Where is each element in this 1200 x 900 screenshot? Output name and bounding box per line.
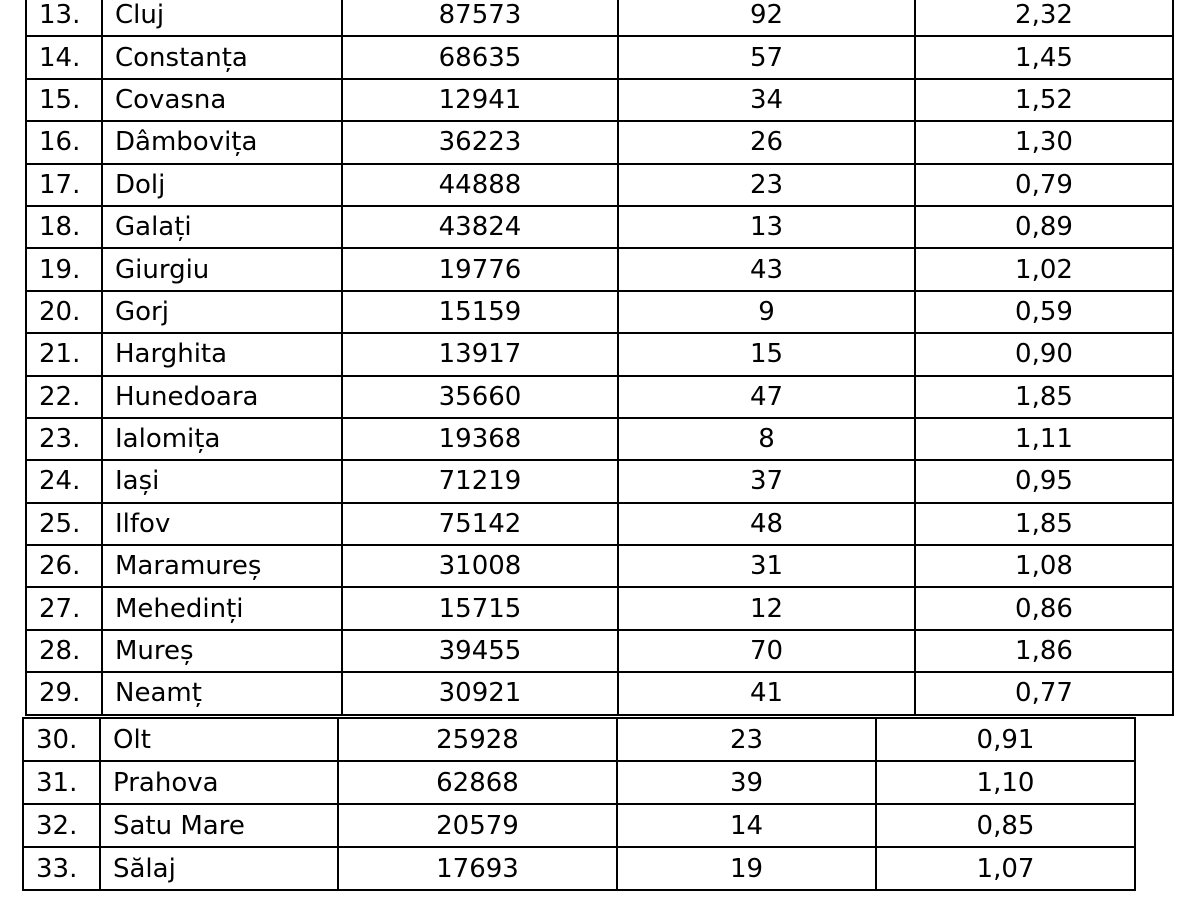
value-col4: 26 xyxy=(618,121,915,163)
county-name: Prahova xyxy=(100,761,338,804)
row-number: 20. xyxy=(26,291,102,333)
value-col3: 71219 xyxy=(342,460,618,502)
value-col5: 1,52 xyxy=(915,79,1173,121)
value-col3: 25928 xyxy=(338,718,617,761)
value-col4: 12 xyxy=(618,587,915,629)
row-number: 31. xyxy=(23,761,100,804)
county-name: Dolj xyxy=(102,164,342,206)
value-col3: 19368 xyxy=(342,418,618,460)
value-col5: 1,08 xyxy=(915,545,1173,587)
table-row xyxy=(23,718,1135,761)
table-row xyxy=(26,587,1173,629)
value-col4: 19 xyxy=(617,847,876,890)
table-row xyxy=(26,503,1173,545)
county-name: Covasna xyxy=(102,79,342,121)
value-col3: 68635 xyxy=(342,36,618,78)
table-row xyxy=(26,121,1173,163)
value-col3: 17693 xyxy=(338,847,617,890)
county-name: Constanța xyxy=(102,36,342,78)
row-number: 22. xyxy=(26,376,102,418)
table-row xyxy=(26,248,1173,290)
row-number: 29. xyxy=(26,672,102,714)
table-row xyxy=(26,460,1173,502)
row-number: 32. xyxy=(23,804,100,847)
county-name: Dâmbovița xyxy=(102,121,342,163)
table-row xyxy=(26,672,1173,714)
value-col5: 0,79 xyxy=(915,164,1173,206)
value-col3: 13917 xyxy=(342,333,618,375)
value-col5: 1,30 xyxy=(915,121,1173,163)
value-col3: 31008 xyxy=(342,545,618,587)
value-col5: 1,85 xyxy=(915,503,1173,545)
value-col3: 39455 xyxy=(342,630,618,672)
value-col4: 9 xyxy=(618,291,915,333)
county-name: Sălaj xyxy=(100,847,338,890)
row-number: 15. xyxy=(26,79,102,121)
value-col5: 1,86 xyxy=(915,630,1173,672)
row-number: 28. xyxy=(26,630,102,672)
table-row xyxy=(26,164,1173,206)
value-col4: 41 xyxy=(618,672,915,714)
value-col4: 37 xyxy=(618,460,915,502)
table-body-upper xyxy=(26,0,1173,715)
value-col3: 19776 xyxy=(342,248,618,290)
row-number: 18. xyxy=(26,206,102,248)
table-row xyxy=(23,847,1135,890)
table-row xyxy=(26,333,1173,375)
value-col4: 31 xyxy=(618,545,915,587)
row-number: 16. xyxy=(26,121,102,163)
value-col5: 1,10 xyxy=(876,761,1135,804)
row-number: 14. xyxy=(26,36,102,78)
row-number: 13. xyxy=(26,0,102,36)
value-col5: 1,85 xyxy=(915,376,1173,418)
table-row xyxy=(26,0,1173,36)
value-col3: 62868 xyxy=(338,761,617,804)
value-col3: 75142 xyxy=(342,503,618,545)
table-body-lower xyxy=(23,718,1135,890)
value-col3: 30921 xyxy=(342,672,618,714)
table-row xyxy=(26,376,1173,418)
value-col5: 0,95 xyxy=(915,460,1173,502)
value-col5: 2,32 xyxy=(915,0,1173,36)
table-row xyxy=(26,291,1173,333)
value-col3: 12941 xyxy=(342,79,618,121)
value-col3: 15715 xyxy=(342,587,618,629)
value-col5: 0,85 xyxy=(876,804,1135,847)
value-col4: 14 xyxy=(617,804,876,847)
county-name: Mehedinți xyxy=(102,587,342,629)
value-col3: 43824 xyxy=(342,206,618,248)
value-col3: 87573 xyxy=(342,0,618,36)
table-row xyxy=(26,206,1173,248)
value-col4: 15 xyxy=(618,333,915,375)
row-number: 33. xyxy=(23,847,100,890)
row-number: 24. xyxy=(26,460,102,502)
county-name: Neamț xyxy=(102,672,342,714)
table-row xyxy=(23,761,1135,804)
row-number: 19. xyxy=(26,248,102,290)
table-row xyxy=(26,630,1173,672)
row-number: 25. xyxy=(26,503,102,545)
county-name: Iași xyxy=(102,460,342,502)
value-col4: 8 xyxy=(618,418,915,460)
value-col4: 48 xyxy=(618,503,915,545)
table-row xyxy=(23,804,1135,847)
value-col3: 36223 xyxy=(342,121,618,163)
value-col3: 15159 xyxy=(342,291,618,333)
county-name: Satu Mare xyxy=(100,804,338,847)
value-col5: 0,90 xyxy=(915,333,1173,375)
table-row xyxy=(26,36,1173,78)
value-col4: 57 xyxy=(618,36,915,78)
county-name: Mureș xyxy=(102,630,342,672)
value-col5: 1,02 xyxy=(915,248,1173,290)
value-col4: 70 xyxy=(618,630,915,672)
value-col5: 1,07 xyxy=(876,847,1135,890)
value-col5: 0,86 xyxy=(915,587,1173,629)
value-col3: 20579 xyxy=(338,804,617,847)
county-name: Olt xyxy=(100,718,338,761)
row-number: 21. xyxy=(26,333,102,375)
county-table-lower xyxy=(22,717,1136,891)
county-name: Maramureș xyxy=(102,545,342,587)
county-name: Ialomița xyxy=(102,418,342,460)
county-name: Gorj xyxy=(102,291,342,333)
county-name: Giurgiu xyxy=(102,248,342,290)
county-name: Cluj xyxy=(102,0,342,36)
row-number: 23. xyxy=(26,418,102,460)
table-row xyxy=(26,79,1173,121)
value-col4: 13 xyxy=(618,206,915,248)
county-name: Ilfov xyxy=(102,503,342,545)
value-col5: 1,45 xyxy=(915,36,1173,78)
value-col5: 1,11 xyxy=(915,418,1173,460)
county-table-upper xyxy=(25,0,1174,716)
value-col4: 34 xyxy=(618,79,915,121)
value-col5: 0,89 xyxy=(915,206,1173,248)
value-col5: 0,91 xyxy=(876,718,1135,761)
row-number: 30. xyxy=(23,718,100,761)
value-col4: 43 xyxy=(618,248,915,290)
county-name: Galați xyxy=(102,206,342,248)
value-col4: 47 xyxy=(618,376,915,418)
value-col5: 0,77 xyxy=(915,672,1173,714)
table-row xyxy=(26,418,1173,460)
value-col3: 44888 xyxy=(342,164,618,206)
value-col4: 23 xyxy=(617,718,876,761)
table-row xyxy=(26,545,1173,587)
value-col3: 35660 xyxy=(342,376,618,418)
value-col4: 39 xyxy=(617,761,876,804)
county-name: Harghita xyxy=(102,333,342,375)
county-name: Hunedoara xyxy=(102,376,342,418)
row-number: 26. xyxy=(26,545,102,587)
value-col5: 0,59 xyxy=(915,291,1173,333)
value-col4: 23 xyxy=(618,164,915,206)
value-col4: 92 xyxy=(618,0,915,36)
row-number: 27. xyxy=(26,587,102,629)
row-number: 17. xyxy=(26,164,102,206)
